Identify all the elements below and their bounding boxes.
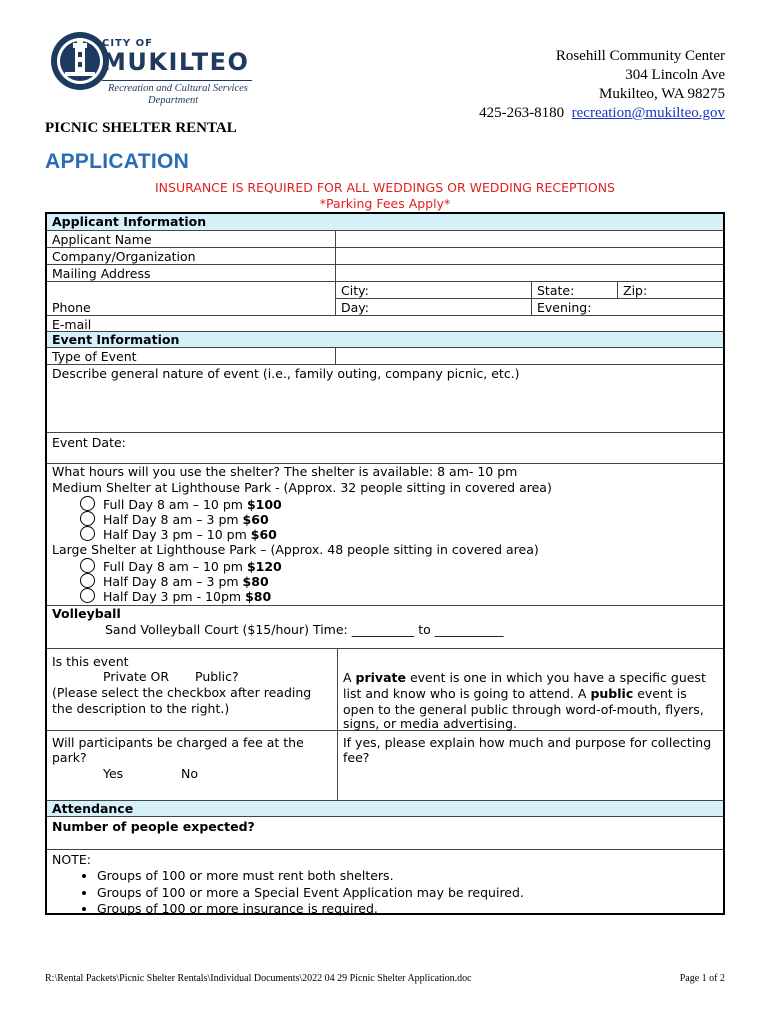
email-link[interactable]: recreation@mukilteo.gov bbox=[571, 105, 725, 121]
private-option[interactable]: Private OR bbox=[103, 669, 170, 684]
volleyball-time: Sand Volleyball Court ($15/hour) Time: __________ to ___________ bbox=[105, 622, 504, 637]
notes-label: NOTE: bbox=[52, 852, 91, 867]
fee-q1: Will participants be charged a fee at the bbox=[52, 735, 304, 750]
event-header: Event Information bbox=[52, 332, 180, 347]
logo-city-of: CITY OF bbox=[102, 38, 153, 49]
fee-explain-line2: fee? bbox=[343, 750, 370, 765]
contact-address bbox=[479, 47, 725, 123]
state-label: State: bbox=[537, 283, 575, 298]
event-type-row[interactable] bbox=[47, 348, 723, 365]
fee-explain-line1: If yes, please explain how much and purpose for collecting bbox=[343, 735, 712, 750]
company-label: Company/Organization bbox=[52, 249, 196, 264]
city-label: City: bbox=[341, 283, 369, 298]
attendance-expected-label: Number of people expected? bbox=[52, 819, 255, 834]
application-form bbox=[45, 212, 725, 915]
applicant-name-label: Applicant Name bbox=[52, 232, 152, 247]
private-public-q1: Is this event bbox=[52, 654, 129, 669]
logo-dept-line1: Recreation and Cultural Services bbox=[108, 83, 248, 94]
large-shelter-label: Large Shelter at Lighthouse Park – (Approx. 48 people sitting in covered area) bbox=[52, 542, 539, 557]
insurance-notice: INSURANCE IS REQUIRED FOR ALL WEDDINGS OR WEDDING RECEPTIONS bbox=[154, 180, 615, 195]
page-title: APPLICATION bbox=[45, 150, 190, 173]
fee-q2: park? bbox=[52, 750, 87, 765]
attendance-header: Attendance bbox=[52, 801, 134, 816]
fee-row bbox=[47, 731, 723, 801]
company-row[interactable] bbox=[47, 248, 723, 265]
fee-yes-option[interactable]: Yes bbox=[103, 766, 124, 781]
radio-icon[interactable] bbox=[80, 573, 95, 588]
hours-label: What hours will you use the shelter? The shelter is available: 8 am- 10 pm bbox=[52, 464, 518, 479]
note-item: • Groups of 100 or more a Special Event Application may be required. bbox=[97, 885, 723, 902]
radio-icon[interactable] bbox=[80, 526, 95, 541]
event-describe-label: Describe general nature of event (i.e., family outing, company picnic, etc.) bbox=[52, 366, 520, 381]
large-option-full[interactable]: Full Day 8 am – 10 pm $120 bbox=[80, 558, 282, 575]
note-item: • Groups of 100 or more insurance is required. bbox=[97, 901, 723, 918]
event-date-row[interactable] bbox=[47, 433, 723, 464]
public-option[interactable]: Public? bbox=[195, 669, 239, 684]
city-row[interactable] bbox=[47, 282, 723, 299]
applicant-name-row[interactable] bbox=[47, 231, 723, 248]
attendance-expected-row[interactable] bbox=[47, 817, 723, 850]
email-label: E-mail bbox=[52, 317, 92, 332]
parking-notice: *Parking Fees Apply* bbox=[319, 196, 451, 211]
private-desc-line4: signs, or media advertising. bbox=[343, 716, 517, 731]
applicant-header: Applicant Information bbox=[52, 214, 207, 229]
zip-label: Zip: bbox=[623, 283, 648, 298]
mailing-row[interactable] bbox=[47, 265, 723, 282]
radio-icon[interactable] bbox=[80, 511, 95, 526]
event-description-row[interactable] bbox=[47, 365, 723, 433]
private-public-q2: (Please select the checkbox after reading bbox=[52, 685, 312, 700]
footer-page-number: Page 1 of 2 bbox=[679, 973, 725, 984]
volleyball-header: Volleyball bbox=[52, 606, 121, 621]
event-date-label: Event Date: bbox=[52, 435, 126, 450]
applicant-header-row bbox=[47, 214, 723, 231]
note-item: • Groups of 100 or more must rent both shelters. bbox=[97, 868, 723, 885]
day-label: Day: bbox=[341, 300, 369, 315]
mailing-label: Mailing Address bbox=[52, 266, 151, 281]
event-header-row bbox=[47, 332, 723, 348]
page-subtitle: PICNIC SHELTER RENTAL bbox=[45, 120, 237, 136]
event-type-label: Type of Event bbox=[52, 349, 137, 364]
address-line1: Rosehill Community Center bbox=[555, 48, 725, 64]
private-public-row bbox=[47, 649, 723, 731]
notes-block bbox=[52, 852, 723, 918]
email-row[interactable] bbox=[47, 316, 723, 332]
footer-path: R:\Rental Packets\Picnic Shelter Rentals\Individual Documents\2022 04 29 Picnic Shelter Application.doc bbox=[45, 973, 472, 984]
large-option-half-am[interactable]: Half Day 8 am – 3 pm $80 bbox=[80, 573, 269, 590]
attendance-header-row bbox=[47, 801, 723, 817]
medium-option-half-am[interactable]: Half Day 8 am – 3 pm $60 bbox=[80, 511, 269, 528]
radio-icon[interactable] bbox=[80, 496, 95, 511]
radio-icon[interactable] bbox=[80, 558, 95, 573]
evening-label: Evening: bbox=[537, 300, 592, 315]
private-desc-line2: list and know who is going to attend. A public event is bbox=[343, 686, 687, 701]
lighthouse-seal-icon bbox=[50, 30, 110, 92]
logo-name: MUKILTEO bbox=[102, 48, 250, 76]
address-phone: 425-263-8180 bbox=[479, 105, 565, 121]
volleyball-row[interactable] bbox=[47, 606, 723, 649]
phone-label: Phone bbox=[52, 300, 91, 315]
medium-option-half-pm[interactable]: Half Day 3 pm – 10 pm $60 bbox=[80, 526, 277, 543]
radio-icon[interactable] bbox=[80, 588, 95, 603]
address-line2: 304 Lincoln Ave bbox=[625, 67, 725, 83]
city-logo bbox=[50, 30, 255, 108]
hours-block bbox=[47, 464, 723, 606]
address-line3: Mukilteo, WA 98275 bbox=[599, 86, 725, 102]
fee-no-option[interactable]: No bbox=[181, 766, 198, 781]
large-option-half-pm[interactable]: Half Day 3 pm - 10pm $80 bbox=[80, 588, 271, 605]
private-desc-line3: open to the general public through word-of-mouth, flyers, bbox=[343, 702, 704, 717]
private-public-q3: the description to the right.) bbox=[52, 701, 230, 716]
medium-option-full[interactable]: Full Day 8 am – 10 pm $100 bbox=[80, 496, 282, 513]
logo-dept-line2: Department bbox=[148, 95, 199, 106]
private-desc-line1: A private event is one in which you have a specific guest bbox=[343, 670, 706, 685]
medium-shelter-label: Medium Shelter at Lighthouse Park - (Approx. 32 people sitting in covered area) bbox=[52, 480, 552, 495]
phone-row[interactable] bbox=[47, 299, 723, 316]
